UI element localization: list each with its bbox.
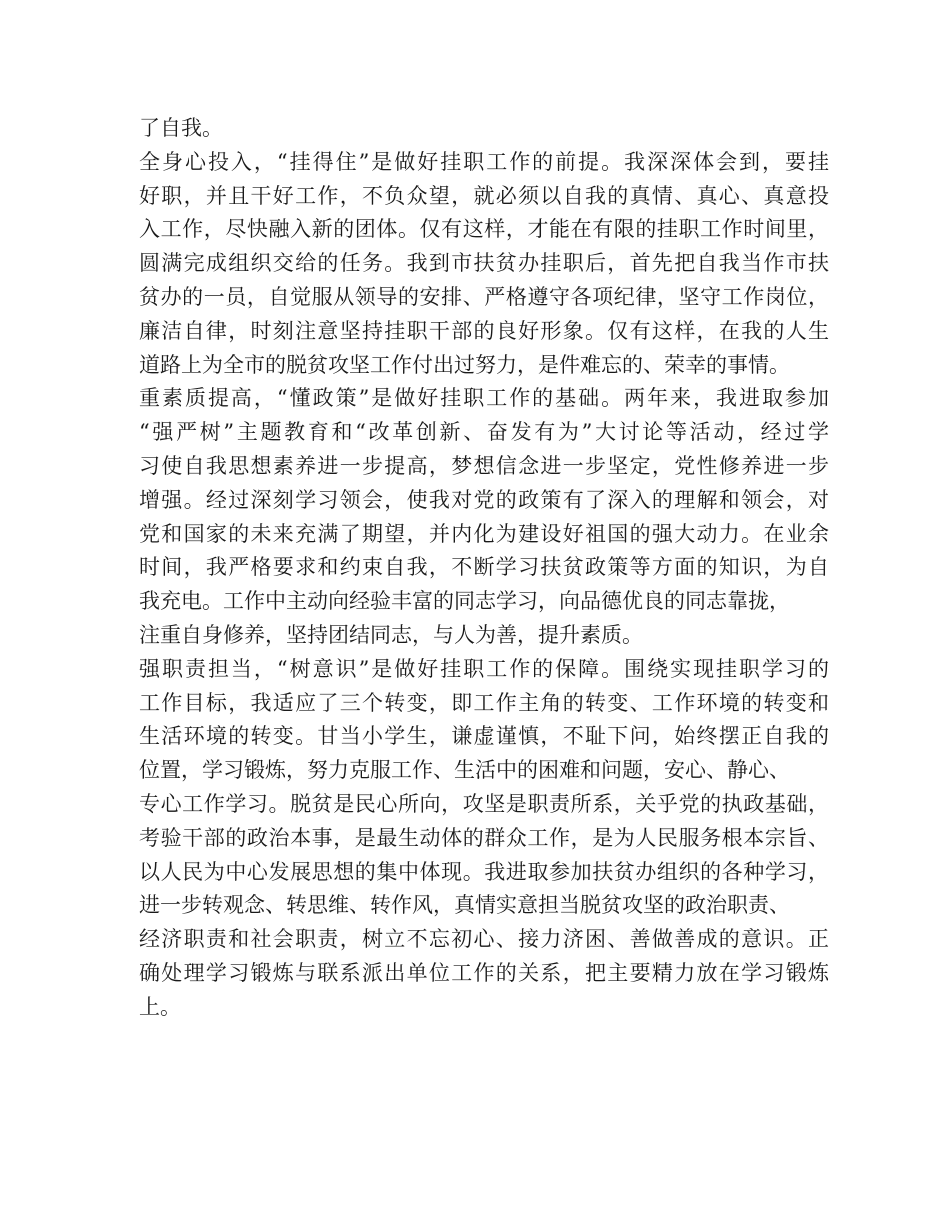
text-line: 了自我。	[139, 116, 223, 140]
text-line: 习使自我思想素养进一步提高，梦想信念进一步坚定，党性修养进一步	[139, 453, 829, 478]
text-line: “强严树”主题教育和“改革创新、奋发有为”大讨论等活动，经过学	[139, 420, 829, 445]
text-line: 位置，学习锻炼，努力克服工作、生活中的困难和问题，安心、静心、	[139, 758, 790, 783]
text-line: 生活环境的转变。甘当小学生，谦虚谨慎，不耻下问，始终摆正自我的	[139, 724, 829, 749]
text-line: 贫办的一员，自觉服从领导的安排、严格遵守各项纪律，坚守工作岗位，	[139, 284, 829, 309]
text-line: 增强。经过深刻学习领会，使我对党的政策有了深入的理解和领会，对	[139, 487, 829, 512]
text-line: 圆满完成组织交给的任务。我到市扶贫办挂职后，首先把自我当作市扶	[139, 251, 829, 276]
text-line: 工作目标，我适应了三个转变，即工作主角的转变、工作环境的转变和	[139, 690, 829, 715]
text-line: 全身心投入，“挂得住”是做好挂职工作的前提。我深深体会到，要挂	[139, 149, 829, 174]
text-line: 经济职责和社会职责，树立不忘初心、接力济困、善做善成的意识。正	[139, 927, 829, 952]
text-line: 廉洁自律，时刻注意坚持挂职干部的良好形象。仅有这样，在我的人生	[139, 318, 829, 343]
text-line: 考验干部的政治本事，是最生动体的群众工作，是为人民服务根本宗旨、	[139, 825, 829, 850]
text-line: 进一步转观念、转思维、转作风，真情实意担当脱贫攻坚的政治职责、	[139, 893, 790, 918]
text-line: 时间，我严格要求和约束自我，不断学习扶贫政策等方面的知识，为自	[139, 555, 829, 580]
text-line: 入工作，尽快融入新的团体。仅有这样，才能在有限的挂职工作时间里，	[139, 217, 829, 242]
text-line: 重素质提高，“懂政策”是做好挂职工作的基础。两年来，我进取参加	[139, 386, 829, 411]
text-line: 强职责担当，“树意识”是做好挂职工作的保障。围绕实现挂职学习的	[139, 656, 829, 681]
text-line: 专心工作学习。脱贫是民心所向，攻坚是职责所系，关乎党的执政基础，	[139, 791, 829, 816]
text-line: 党和国家的未来充满了期望，并内化为建设好祖国的强大动力。在业余	[139, 521, 829, 546]
text-line: 以人民为中心发展思想的集中体现。我进取参加扶贫办组织的各种学习，	[139, 859, 829, 884]
body-text	[139, 112, 829, 1025]
text-line: 道路上为全市的脱贫攻坚工作付出过努力，是件难忘的、荣幸的事情。	[139, 352, 790, 377]
text-line: 确处理学习锻炼与联系派出单位工作的关系，把主要精力放在学习锻炼	[139, 960, 829, 985]
text-line: 我充电。工作中主动向经验丰富的同志学习，向品德优良的同志靠拢，	[139, 589, 790, 614]
text-line: 好职，并且干好工作，不负众望，就必须以自我的真情、真心、真意投	[139, 183, 829, 208]
text-line: 注重自身修养，坚持团结同志，与人为善，提升素质。	[139, 622, 643, 647]
text-line: 上。	[139, 994, 181, 1019]
